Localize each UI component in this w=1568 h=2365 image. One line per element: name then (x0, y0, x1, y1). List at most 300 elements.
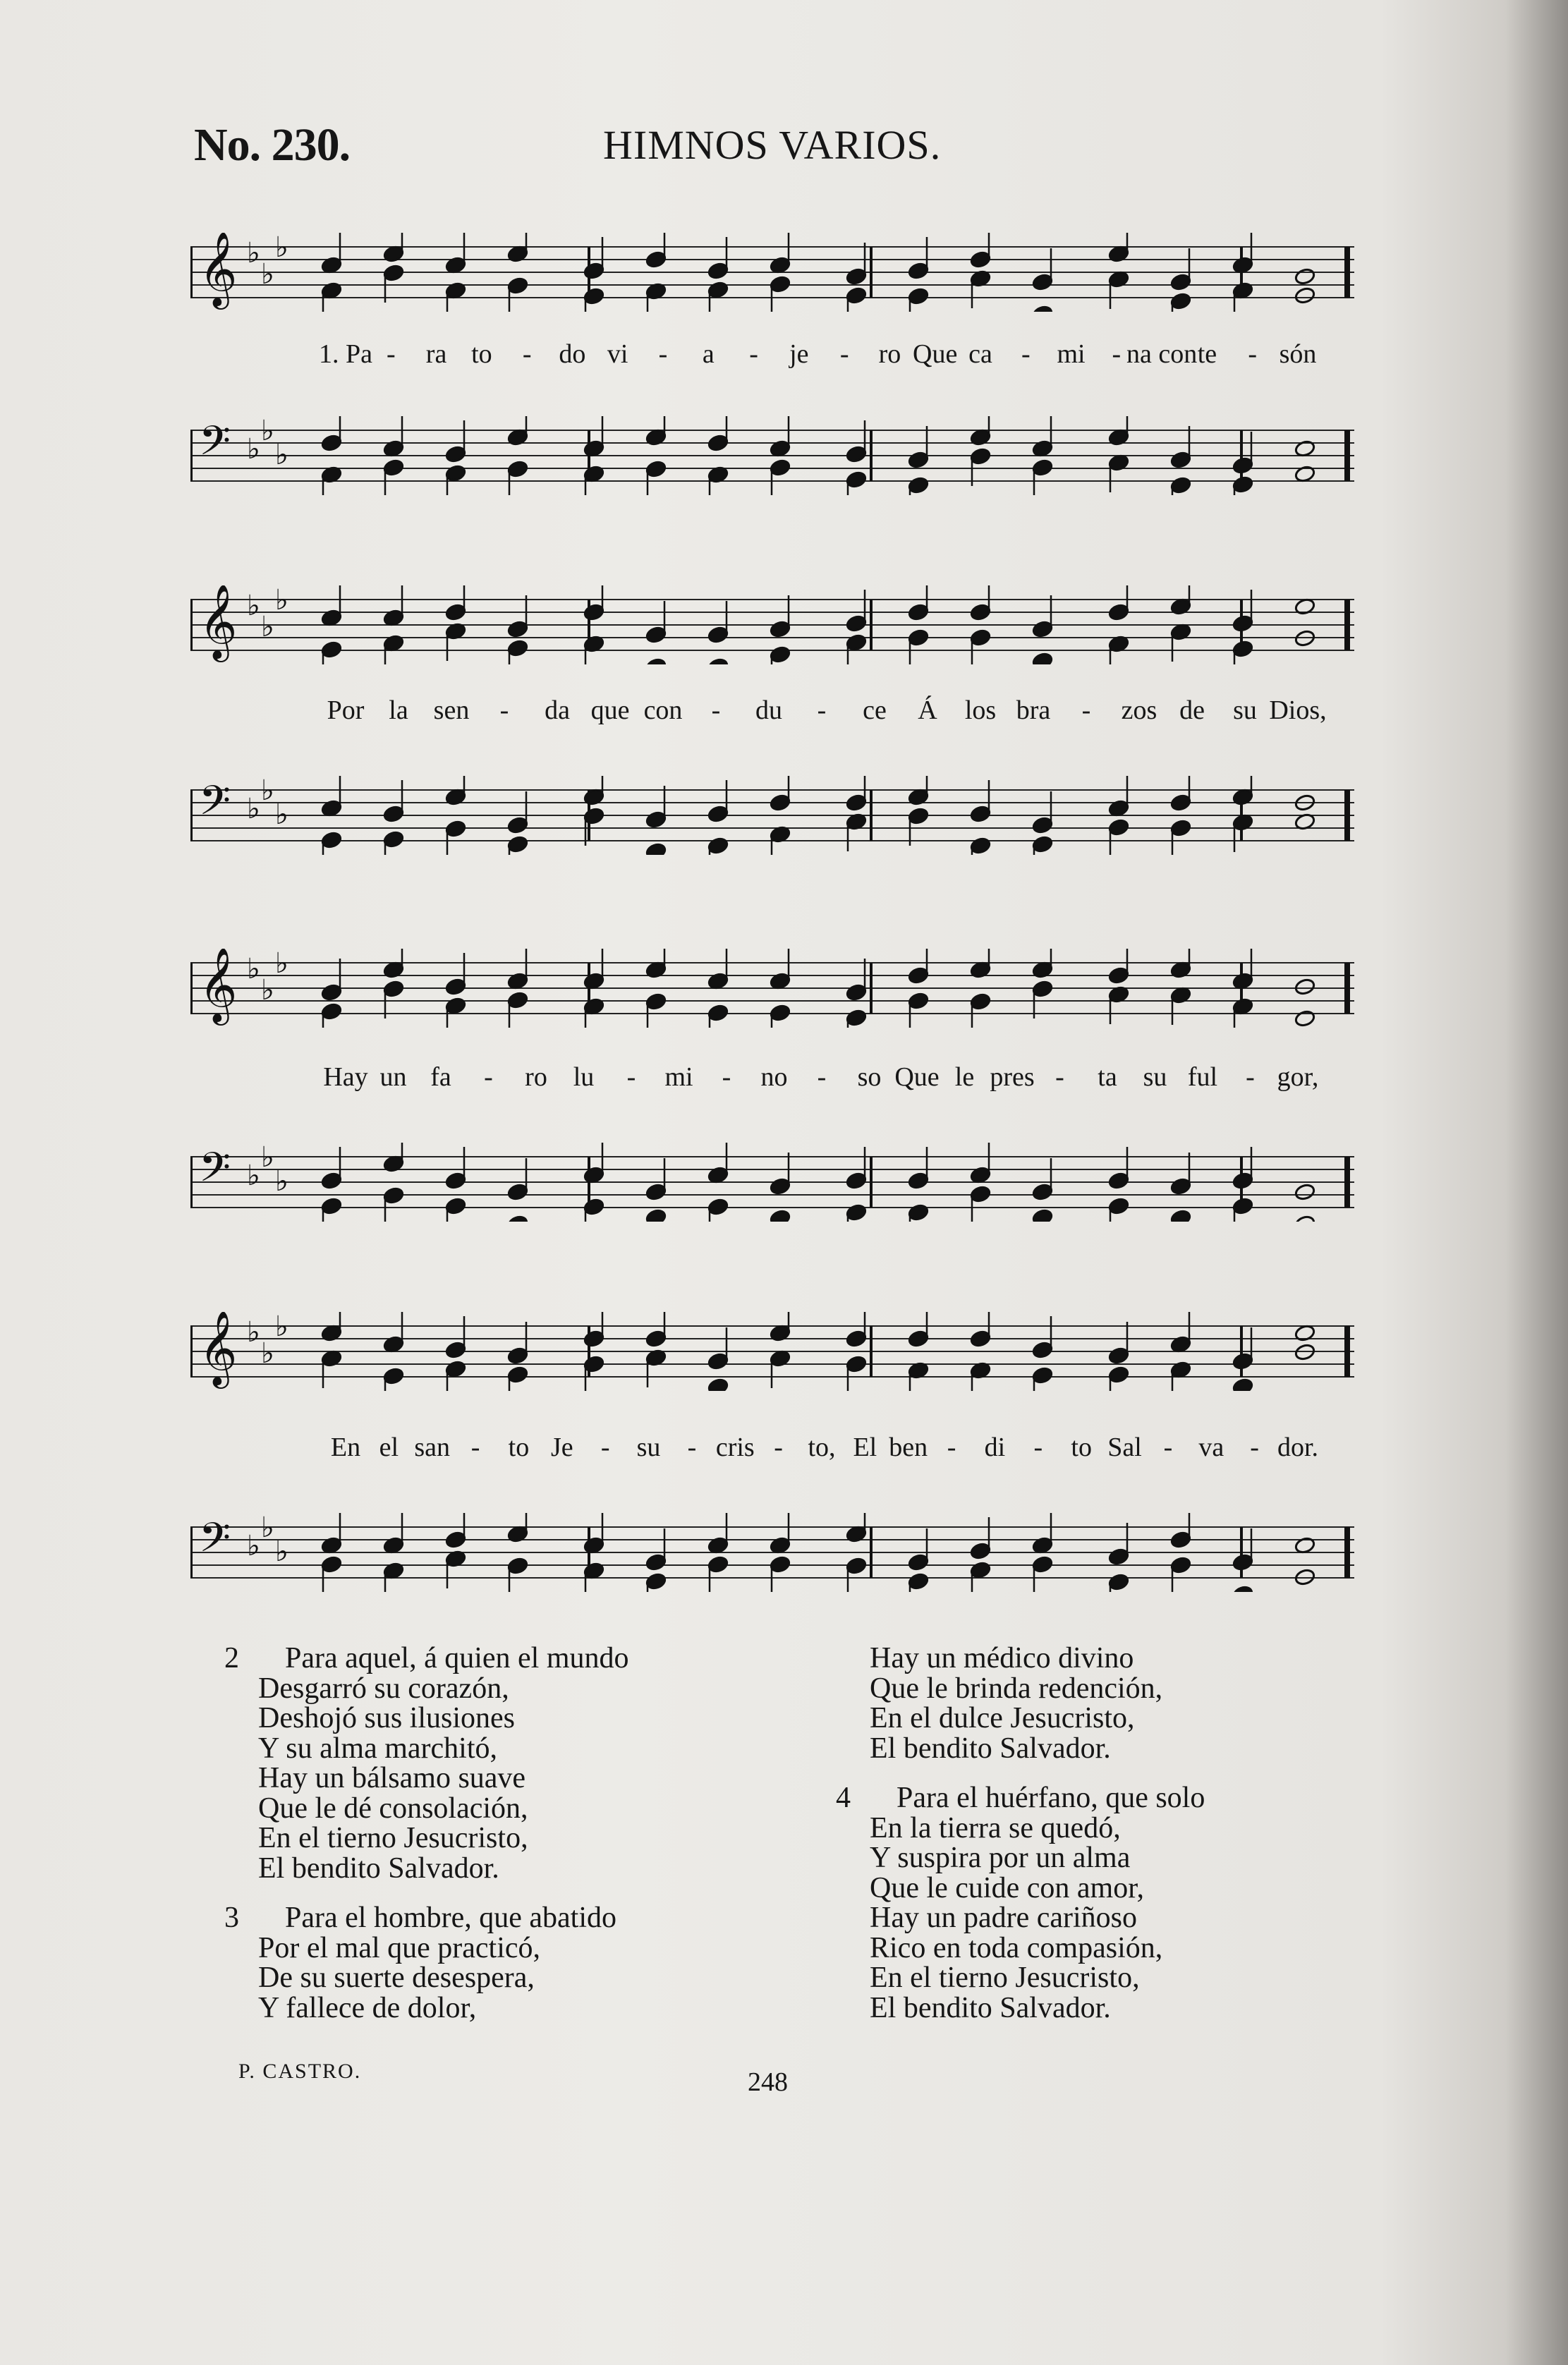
note-head (321, 1555, 343, 1574)
lyric-syllable: Que (913, 339, 958, 369)
note-head (908, 603, 930, 621)
flat-icon: ♭ (261, 974, 274, 1007)
note-head (1170, 273, 1192, 291)
note-head (507, 1183, 529, 1201)
note-head (1032, 458, 1054, 477)
lyric-syllable: to, (808, 1433, 836, 1462)
note-head (645, 626, 667, 644)
flat-icon: ♭ (275, 439, 288, 471)
lyric-syllable: Que (894, 1062, 940, 1092)
lyric-syllable: mi (1057, 339, 1086, 369)
bass-staff (190, 776, 1354, 855)
lyric-syllable: - (1246, 1062, 1255, 1092)
lyric-syllable: ro (525, 1062, 547, 1092)
flat-icon: ♭ (275, 1165, 288, 1198)
note-head (846, 1330, 868, 1348)
note-head (1170, 1209, 1192, 1222)
note-head (445, 1172, 467, 1190)
lyric-syllable: sen (433, 695, 470, 725)
note-head (1170, 1177, 1192, 1196)
note-head (1170, 1556, 1192, 1574)
note-head (507, 1557, 529, 1575)
verse-3-line-3: De su suerte desespera, (258, 1962, 535, 1994)
note-head (908, 451, 930, 469)
note-head (1032, 652, 1054, 664)
note-head (970, 1330, 992, 1348)
note-head (321, 640, 343, 659)
flat-icon: ♭ (247, 590, 260, 622)
note-head (445, 1360, 467, 1378)
lyric-syllable: va (1198, 1433, 1224, 1462)
note-head (908, 287, 930, 305)
note-head (908, 966, 930, 985)
note-head (846, 267, 868, 286)
note-head (1170, 819, 1192, 837)
note-head (507, 835, 529, 853)
note-head (645, 250, 667, 269)
note-head (770, 1004, 791, 1022)
note-head (707, 434, 729, 452)
note-head (908, 476, 930, 494)
flat-icon: ♭ (275, 1312, 288, 1343)
flat-icon: ♭ (247, 1530, 260, 1562)
lyric-syllable: - (600, 1433, 610, 1462)
verse-4-line-3: Y suspira por un alma (870, 1842, 1131, 1874)
verse-4-line-7: En el tierno Jesucristo, (870, 1962, 1140, 1994)
note-head (1232, 614, 1254, 633)
note-head (770, 1209, 791, 1222)
verse-2-line-1: 2 Para aquel, á quien el mundo (224, 1642, 629, 1674)
verse-2-line-4: Y su alma marchitó, (258, 1732, 498, 1765)
lyric-syllable: los (964, 695, 997, 725)
note-head (383, 980, 405, 998)
lyric-syllable: no (760, 1062, 788, 1092)
note-head (1232, 1197, 1254, 1215)
lyric-syllable: - (1055, 1062, 1064, 1092)
lyric-syllable: su (1233, 695, 1257, 725)
note-head (445, 1531, 467, 1549)
note-head (770, 275, 791, 293)
note-head (645, 1553, 667, 1571)
note-head (770, 458, 791, 477)
note-head (770, 620, 791, 638)
flat-icon: ♭ (275, 585, 288, 616)
note-head (445, 1197, 467, 1215)
lyric-syllable: - (711, 695, 721, 725)
flat-icon: ♭ (261, 1337, 274, 1370)
lyric-syllable: bra (1016, 695, 1051, 725)
note-head (1032, 1366, 1054, 1385)
verse-2-line-6: Que le dé consolación, (258, 1792, 528, 1825)
lyric-syllable: un (379, 1062, 407, 1092)
note-head (1170, 476, 1192, 494)
author-credit: P. CASTRO. (238, 2060, 362, 2083)
lyric-syllable: to (471, 339, 492, 369)
flat-icon: ♭ (261, 1513, 274, 1544)
lyric-syllable: ra (425, 339, 447, 369)
lyric-syllable: - (1033, 1433, 1043, 1462)
lyric-syllable: - (470, 1433, 480, 1462)
lyric-syllable: Á (918, 695, 937, 725)
flat-icon: ♭ (261, 1143, 274, 1174)
note-head (707, 1004, 729, 1022)
note-head (707, 1198, 729, 1216)
flat-icon: ♭ (261, 611, 274, 643)
lyric-syllable: - (687, 1433, 697, 1462)
note-head (970, 805, 992, 823)
lyric-syllable: - (1250, 1433, 1259, 1462)
lyric-syllable: lu (573, 1062, 595, 1092)
verse-2-line-3: Deshojó sus ilusiones (258, 1702, 516, 1734)
flat-icon: ♭ (261, 776, 274, 807)
note-head (383, 830, 405, 849)
note-head (846, 1557, 868, 1575)
note-head (908, 992, 930, 1010)
note-head (1294, 267, 1316, 286)
note-head (707, 1378, 729, 1391)
note-head (1232, 1378, 1254, 1391)
lyric-syllable: Dios, (1269, 695, 1327, 725)
note-head (583, 1198, 605, 1216)
lyric-syllable: - (484, 1062, 493, 1092)
note-head (1170, 292, 1192, 310)
note-head (321, 1172, 343, 1190)
lyrics-line (190, 1432, 1354, 1471)
bass-staff (190, 1143, 1354, 1222)
lyric-syllable: a (702, 339, 715, 369)
note-head (383, 1186, 405, 1205)
treble-staff (190, 949, 1354, 1028)
note-head (1232, 475, 1254, 494)
flat-icon: ♭ (247, 1316, 260, 1349)
note-head (445, 1341, 467, 1359)
note-head (383, 264, 405, 282)
verses-right-column (836, 1643, 1205, 2023)
lyric-syllable: do (559, 339, 586, 369)
note-head (1232, 1172, 1254, 1190)
note-head (707, 1555, 729, 1574)
note-head (770, 794, 791, 812)
lyric-syllable: mi (664, 1062, 693, 1092)
verse-2-line-7: En el tierno Jesucristo, (258, 1822, 528, 1854)
flat-icon: ♭ (275, 1536, 288, 1568)
note-head (846, 1355, 868, 1373)
bass-staff (190, 1513, 1354, 1592)
note-head (645, 657, 667, 664)
note-head (707, 262, 729, 280)
verse-4-line-8: El bendito Salvador. (870, 1991, 1111, 2024)
note-head (908, 1330, 930, 1348)
note-head (507, 1346, 529, 1365)
lyric-syllable: su (1143, 1062, 1167, 1092)
verse-2-line-5: Hay un bálsamo suave (258, 1762, 526, 1794)
lyric-syllable: to (1071, 1433, 1092, 1462)
verses-left-column (224, 1643, 629, 2023)
page-number: 248 (748, 2067, 788, 2097)
note-head (445, 978, 467, 996)
lyric-syllable: pres (990, 1062, 1035, 1092)
note-head (383, 458, 405, 477)
lyric-syllable: el (379, 1433, 399, 1462)
lyric-syllable: - (1021, 339, 1031, 369)
note-head (445, 820, 467, 838)
note-head (908, 628, 930, 647)
note-head (445, 464, 467, 482)
note-head (846, 794, 868, 812)
note-head (970, 250, 992, 269)
verse-3-line-4: Y fallece de dolor, (258, 1991, 477, 2024)
note-head (583, 1355, 605, 1373)
note-head (908, 1553, 930, 1571)
verse-3-line-6: Que le brinda redención, (870, 1672, 1163, 1705)
lyric-syllable: fa (430, 1062, 451, 1092)
note-head (1032, 1208, 1054, 1222)
note-head (1170, 794, 1192, 812)
note-head (383, 1367, 405, 1385)
lyric-syllable: - (1081, 695, 1091, 725)
note-head (1108, 1346, 1130, 1365)
bass-staff (190, 416, 1354, 495)
note-head (1032, 620, 1054, 638)
note-head (770, 1555, 791, 1574)
lyric-syllable: na con (1126, 339, 1198, 369)
lyric-syllable: - (658, 339, 668, 369)
note-head (970, 1542, 992, 1560)
flat-icon: ♭ (247, 433, 260, 466)
note-head (1294, 1009, 1316, 1028)
note-head (970, 628, 992, 647)
note-head (1294, 978, 1316, 996)
verse-3-line-1: 3 Para el hombre, que abatido (224, 1902, 616, 1934)
lyric-syllable: san (414, 1433, 451, 1462)
lyric-syllable: de (1179, 695, 1205, 725)
bass-clef-icon: 𝄢 (199, 417, 231, 475)
lyric-syllable: la (389, 695, 408, 725)
note-head (507, 620, 529, 638)
note-head (707, 837, 729, 855)
lyric-syllable: dor. (1277, 1433, 1319, 1462)
verse-2-line-8: El bendito Salvador. (258, 1852, 499, 1885)
note-head (1032, 273, 1054, 291)
lyric-syllable: di (984, 1433, 1006, 1462)
lyric-syllable: ro (878, 339, 901, 369)
note-head (645, 842, 667, 855)
note-head (321, 1002, 343, 1021)
lyric-syllable: da (545, 695, 570, 725)
note-head (970, 603, 992, 621)
lyric-syllable: le (954, 1062, 975, 1092)
treble-staff (190, 585, 1354, 664)
note-head (1294, 286, 1316, 305)
flat-icon: ♭ (261, 416, 274, 447)
treble-clef-icon: 𝄞 (199, 233, 238, 306)
note-head (1032, 816, 1054, 834)
lyric-syllable: to (508, 1433, 530, 1462)
verse-3-line-7: En el dulce Jesucristo, (870, 1702, 1135, 1734)
note-head (908, 1572, 930, 1591)
note-head (970, 447, 992, 466)
lyric-syllable: - (1248, 339, 1258, 369)
lyric-syllable: ta (1098, 1062, 1117, 1092)
bass-clef-icon: 𝄢 (199, 1514, 231, 1571)
note-head (1108, 1197, 1130, 1215)
lyric-syllable: ben (889, 1433, 928, 1462)
lyric-syllable: gor, (1277, 1062, 1319, 1092)
lyric-syllable: Por (327, 695, 365, 725)
lyric-syllable: - (817, 695, 827, 725)
lyric-syllable: - (947, 1433, 956, 1462)
note-head (1108, 1366, 1130, 1384)
flat-icon: ♭ (275, 233, 288, 264)
note-head (970, 1185, 992, 1203)
bass-clef-icon: 𝄢 (199, 1143, 231, 1201)
note-head (970, 1561, 992, 1579)
note-head (507, 1215, 529, 1222)
note-head (645, 992, 667, 1011)
note-head (846, 1009, 868, 1027)
note-head (1108, 966, 1130, 985)
note-head (846, 614, 868, 633)
lyric-syllable: 1. Pa (319, 339, 372, 369)
note-head (1032, 305, 1054, 312)
lyric-syllable: su (636, 1433, 661, 1462)
note-head (846, 445, 868, 463)
note-head (908, 1172, 930, 1190)
note-head (1032, 1183, 1054, 1201)
note-head (1108, 1172, 1130, 1190)
lyric-syllable: - (626, 1062, 636, 1092)
note-head (1032, 1555, 1054, 1574)
note-head (1032, 980, 1054, 998)
note-head (383, 805, 405, 823)
note-head (645, 810, 667, 829)
note-head (1108, 1573, 1130, 1591)
hymn-number: No. 230. (194, 119, 351, 171)
lyric-syllable: ca (968, 339, 992, 369)
treble-staff (190, 1312, 1354, 1391)
note-head (583, 262, 605, 280)
note-head (445, 997, 467, 1015)
lyric-syllable: - (1112, 339, 1122, 369)
lyrics-line (190, 695, 1354, 734)
note-head (507, 816, 529, 834)
note-head (1108, 1548, 1130, 1566)
lyric-syllable: En (330, 1433, 361, 1462)
verse-4-line-6: Rico en toda compasión, (870, 1931, 1163, 1964)
bass-clef-icon: 𝄢 (199, 777, 231, 834)
verse-3-line-5: Hay un médico divino (870, 1642, 1134, 1674)
lyric-syllable: ful (1187, 1062, 1218, 1092)
treble-clef-icon: 𝄞 (199, 585, 238, 659)
lyric-syllable: cris (715, 1433, 755, 1462)
note-head (583, 807, 605, 825)
lyric-syllable: - (817, 1062, 827, 1092)
note-head (1294, 1183, 1316, 1201)
flat-icon: ♭ (275, 798, 288, 831)
lyric-syllable: je (789, 339, 809, 369)
note-head (645, 1183, 667, 1201)
note-head (1108, 603, 1130, 621)
note-head (970, 992, 992, 1011)
note-head (1032, 835, 1054, 853)
note-head (707, 626, 729, 644)
note-head (908, 1203, 930, 1222)
note-head (1232, 1352, 1254, 1370)
lyric-syllable: ce (863, 695, 887, 725)
note-head (1170, 451, 1192, 469)
note-head (583, 1330, 605, 1348)
note-head (321, 1197, 343, 1215)
treble-staff (190, 233, 1354, 312)
note-head (1108, 818, 1130, 837)
note-head (645, 1572, 667, 1591)
note-head (846, 1203, 868, 1222)
lyric-syllable: - (774, 1433, 783, 1462)
note-head (583, 603, 605, 621)
note-head (770, 1177, 791, 1196)
note-head (908, 262, 930, 280)
lyric-syllable: - (722, 1062, 731, 1092)
note-head (445, 445, 467, 463)
note-head (908, 807, 930, 825)
flat-icon: ♭ (247, 237, 260, 269)
note-head (645, 460, 667, 478)
flat-icon: ♭ (275, 949, 288, 980)
note-head (321, 831, 343, 849)
note-head (707, 657, 729, 664)
note-head (507, 991, 529, 1009)
note-head (507, 276, 529, 295)
note-head (321, 434, 343, 452)
section-title: HIMNOS VARIOS. (603, 122, 942, 168)
note-head (507, 460, 529, 478)
lyric-syllable: con (643, 695, 683, 725)
note-head (770, 645, 791, 664)
note-head (1232, 640, 1254, 658)
note-head (445, 603, 467, 621)
flat-icon: ♭ (247, 953, 260, 985)
lyric-syllable: zos (1121, 695, 1157, 725)
lyrics-line (190, 339, 1354, 378)
note-head (1170, 1531, 1192, 1549)
note-head (1032, 1341, 1054, 1359)
note-head (1294, 1215, 1316, 1222)
lyric-syllable: - (1163, 1433, 1173, 1462)
lyric-syllable: - (386, 339, 396, 369)
note-head (645, 1208, 667, 1222)
verse-3-line-2: Por el mal que practicó, (258, 1931, 541, 1964)
treble-clef-icon: 𝄞 (199, 1312, 238, 1385)
lyric-syllable: Hay (323, 1062, 368, 1092)
note-head (707, 805, 729, 823)
lyric-syllable: so (857, 1062, 882, 1092)
lyric-syllable: - (499, 695, 509, 725)
verse-4-line-1: 4 Para el huérfano, que solo (836, 1782, 1205, 1814)
treble-clef-icon: 𝄞 (199, 949, 238, 1022)
lyric-syllable: són (1279, 339, 1317, 369)
note-head (846, 983, 868, 1002)
note-head (707, 281, 729, 299)
note-head (707, 1352, 729, 1370)
lyric-syllable: - (839, 339, 849, 369)
lyric-syllable: te (1197, 339, 1217, 369)
note-head (846, 286, 868, 305)
note-head (970, 837, 992, 855)
note-head (846, 1172, 868, 1190)
verse-2-line-2: Desgarró su corazón, (258, 1672, 509, 1705)
note-head (507, 639, 529, 657)
verse-4-line-4: Que le cuide con amor, (870, 1871, 1144, 1904)
